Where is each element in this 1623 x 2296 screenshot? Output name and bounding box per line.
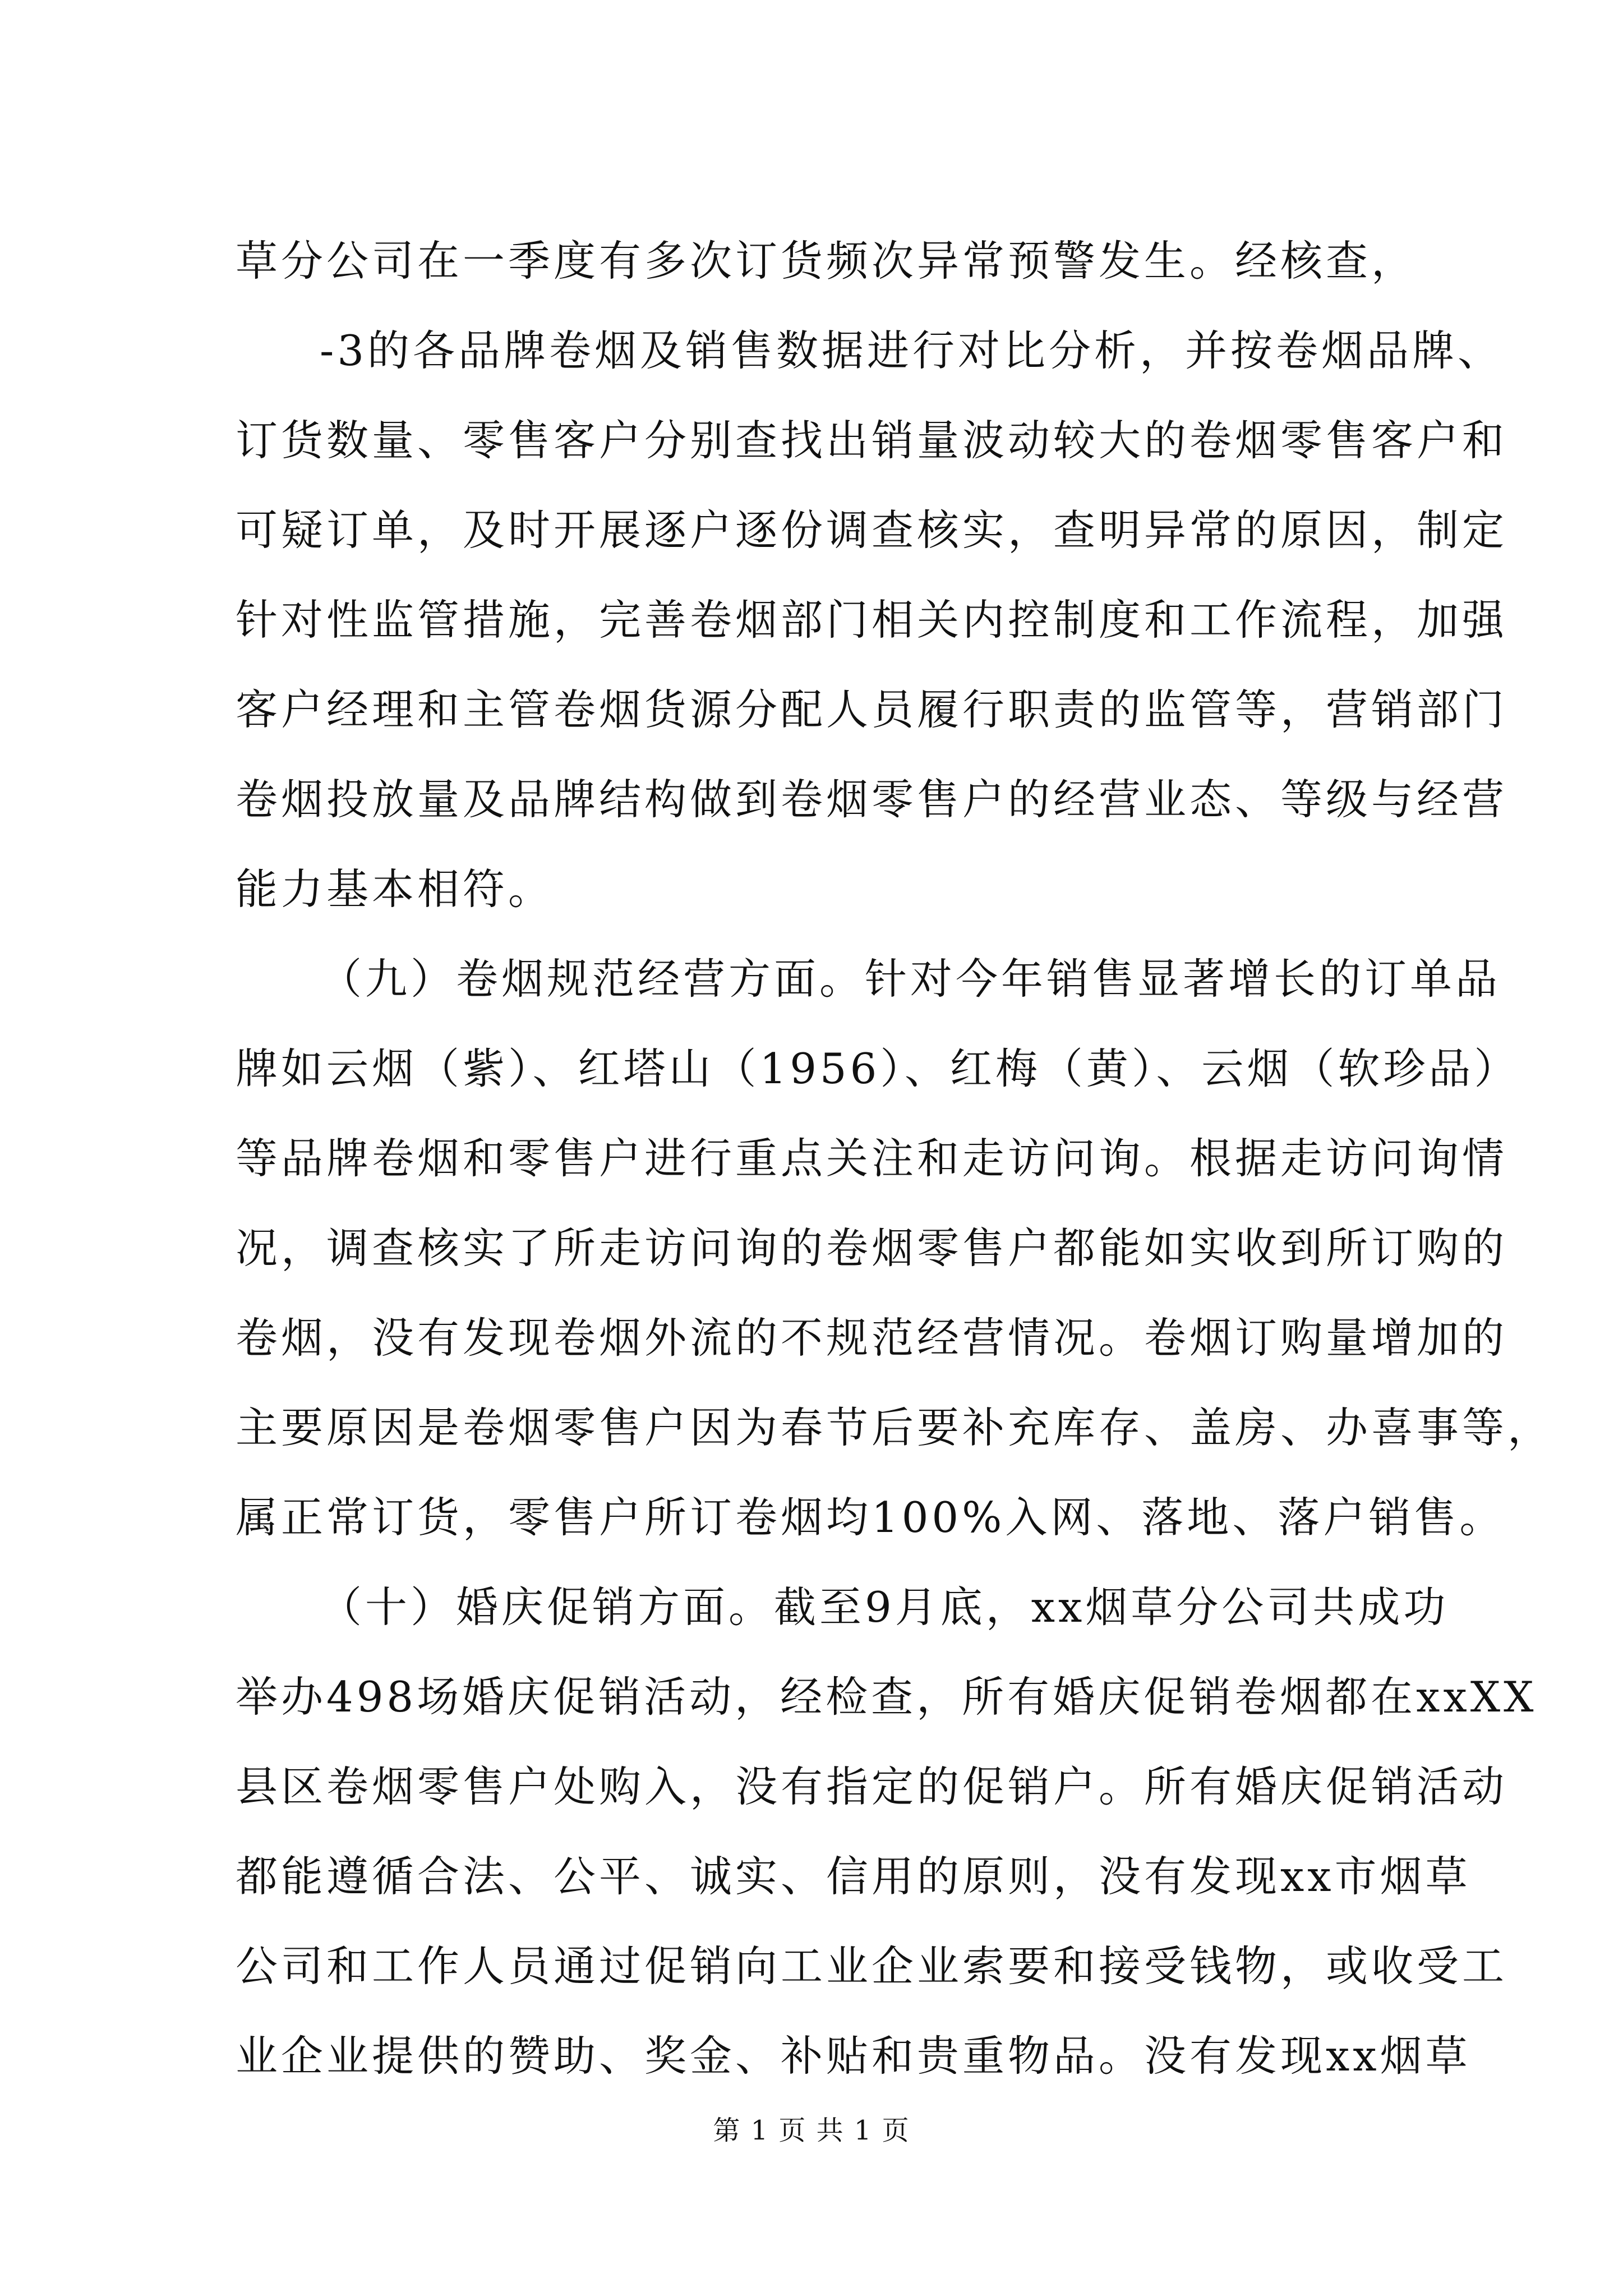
- text-line: 公司和工作人员通过促销向工业企业索要和接受钱物，或收受工: [236, 1941, 1508, 1991]
- document-body: [236, 216, 1553, 2101]
- text-line: -3的各品牌卷烟及销售数据进行对比分析，并按卷烟品牌、: [320, 326, 1504, 375]
- section-heading-line: （九）卷烟规范经营方面。针对今年销售显著增长的订单品: [320, 954, 1501, 1004]
- text-line: 属正常订货，零售户所订卷烟均100%入网、落地、落户销售。: [236, 1493, 1505, 1542]
- text-line: 针对性监管措施，完善卷烟部门相关内控制度和工作流程，加强: [236, 595, 1508, 645]
- text-line: 都能遵循合法、公平、诚实、信用的原则，没有发现xx市烟草: [236, 1852, 1471, 1901]
- text-line: 客户经理和主管卷烟货源分配人员履行职责的监管等，营销部门: [236, 685, 1508, 734]
- text-line: 举办498场婚庆促销活动，经检查，所有婚庆促销卷烟都在xxXX: [236, 1672, 1537, 1722]
- page-footer: [0, 2114, 1623, 2147]
- page-number-label: 第 1 页 共 1 页: [713, 2115, 910, 2146]
- text-line: 县区卷烟零售户处购入，没有指定的促销户。所有婚庆促销活动: [236, 1762, 1508, 1811]
- text-line: 草分公司在一季度有多次订货频次异常预警发生。经核查，: [236, 236, 1417, 286]
- text-line: 业企业提供的赞助、奖金、补贴和贵重物品。没有发现xx烟草: [236, 2031, 1471, 2081]
- text-line: 能力基本相符。: [236, 864, 554, 914]
- text-line: 牌如云烟（紫）、红塔山（1956）、红梅（黄）、云烟（软珍品）: [236, 1044, 1520, 1093]
- text-line: 卷烟投放量及品牌结构做到卷烟零售户的经营业态、等级与经营: [236, 775, 1508, 824]
- text-line: 等品牌卷烟和零售户进行重点关注和走访问询。根据走访问询情: [236, 1134, 1508, 1183]
- text-line: 况，调查核实了所走访问询的卷烟零售户都能如实收到所订购的: [236, 1223, 1508, 1273]
- text-line: 卷烟，没有发现卷烟外流的不规范经营情况。卷烟订购量增加的: [236, 1313, 1508, 1363]
- text-line: 可疑订单，及时开展逐户逐份调查核实，查明异常的原因，制定: [236, 505, 1508, 555]
- section-heading-line: （十）婚庆促销方面。截至9月底，xx烟草分公司共成功: [320, 1582, 1449, 1632]
- text-line: 主要原因是卷烟零售户因为春节后要补充库存、盖房、办喜事等，: [236, 1403, 1553, 1452]
- text-line: 订货数量、零售客户分别查找出销量波动较大的卷烟零售客户和: [236, 416, 1508, 465]
